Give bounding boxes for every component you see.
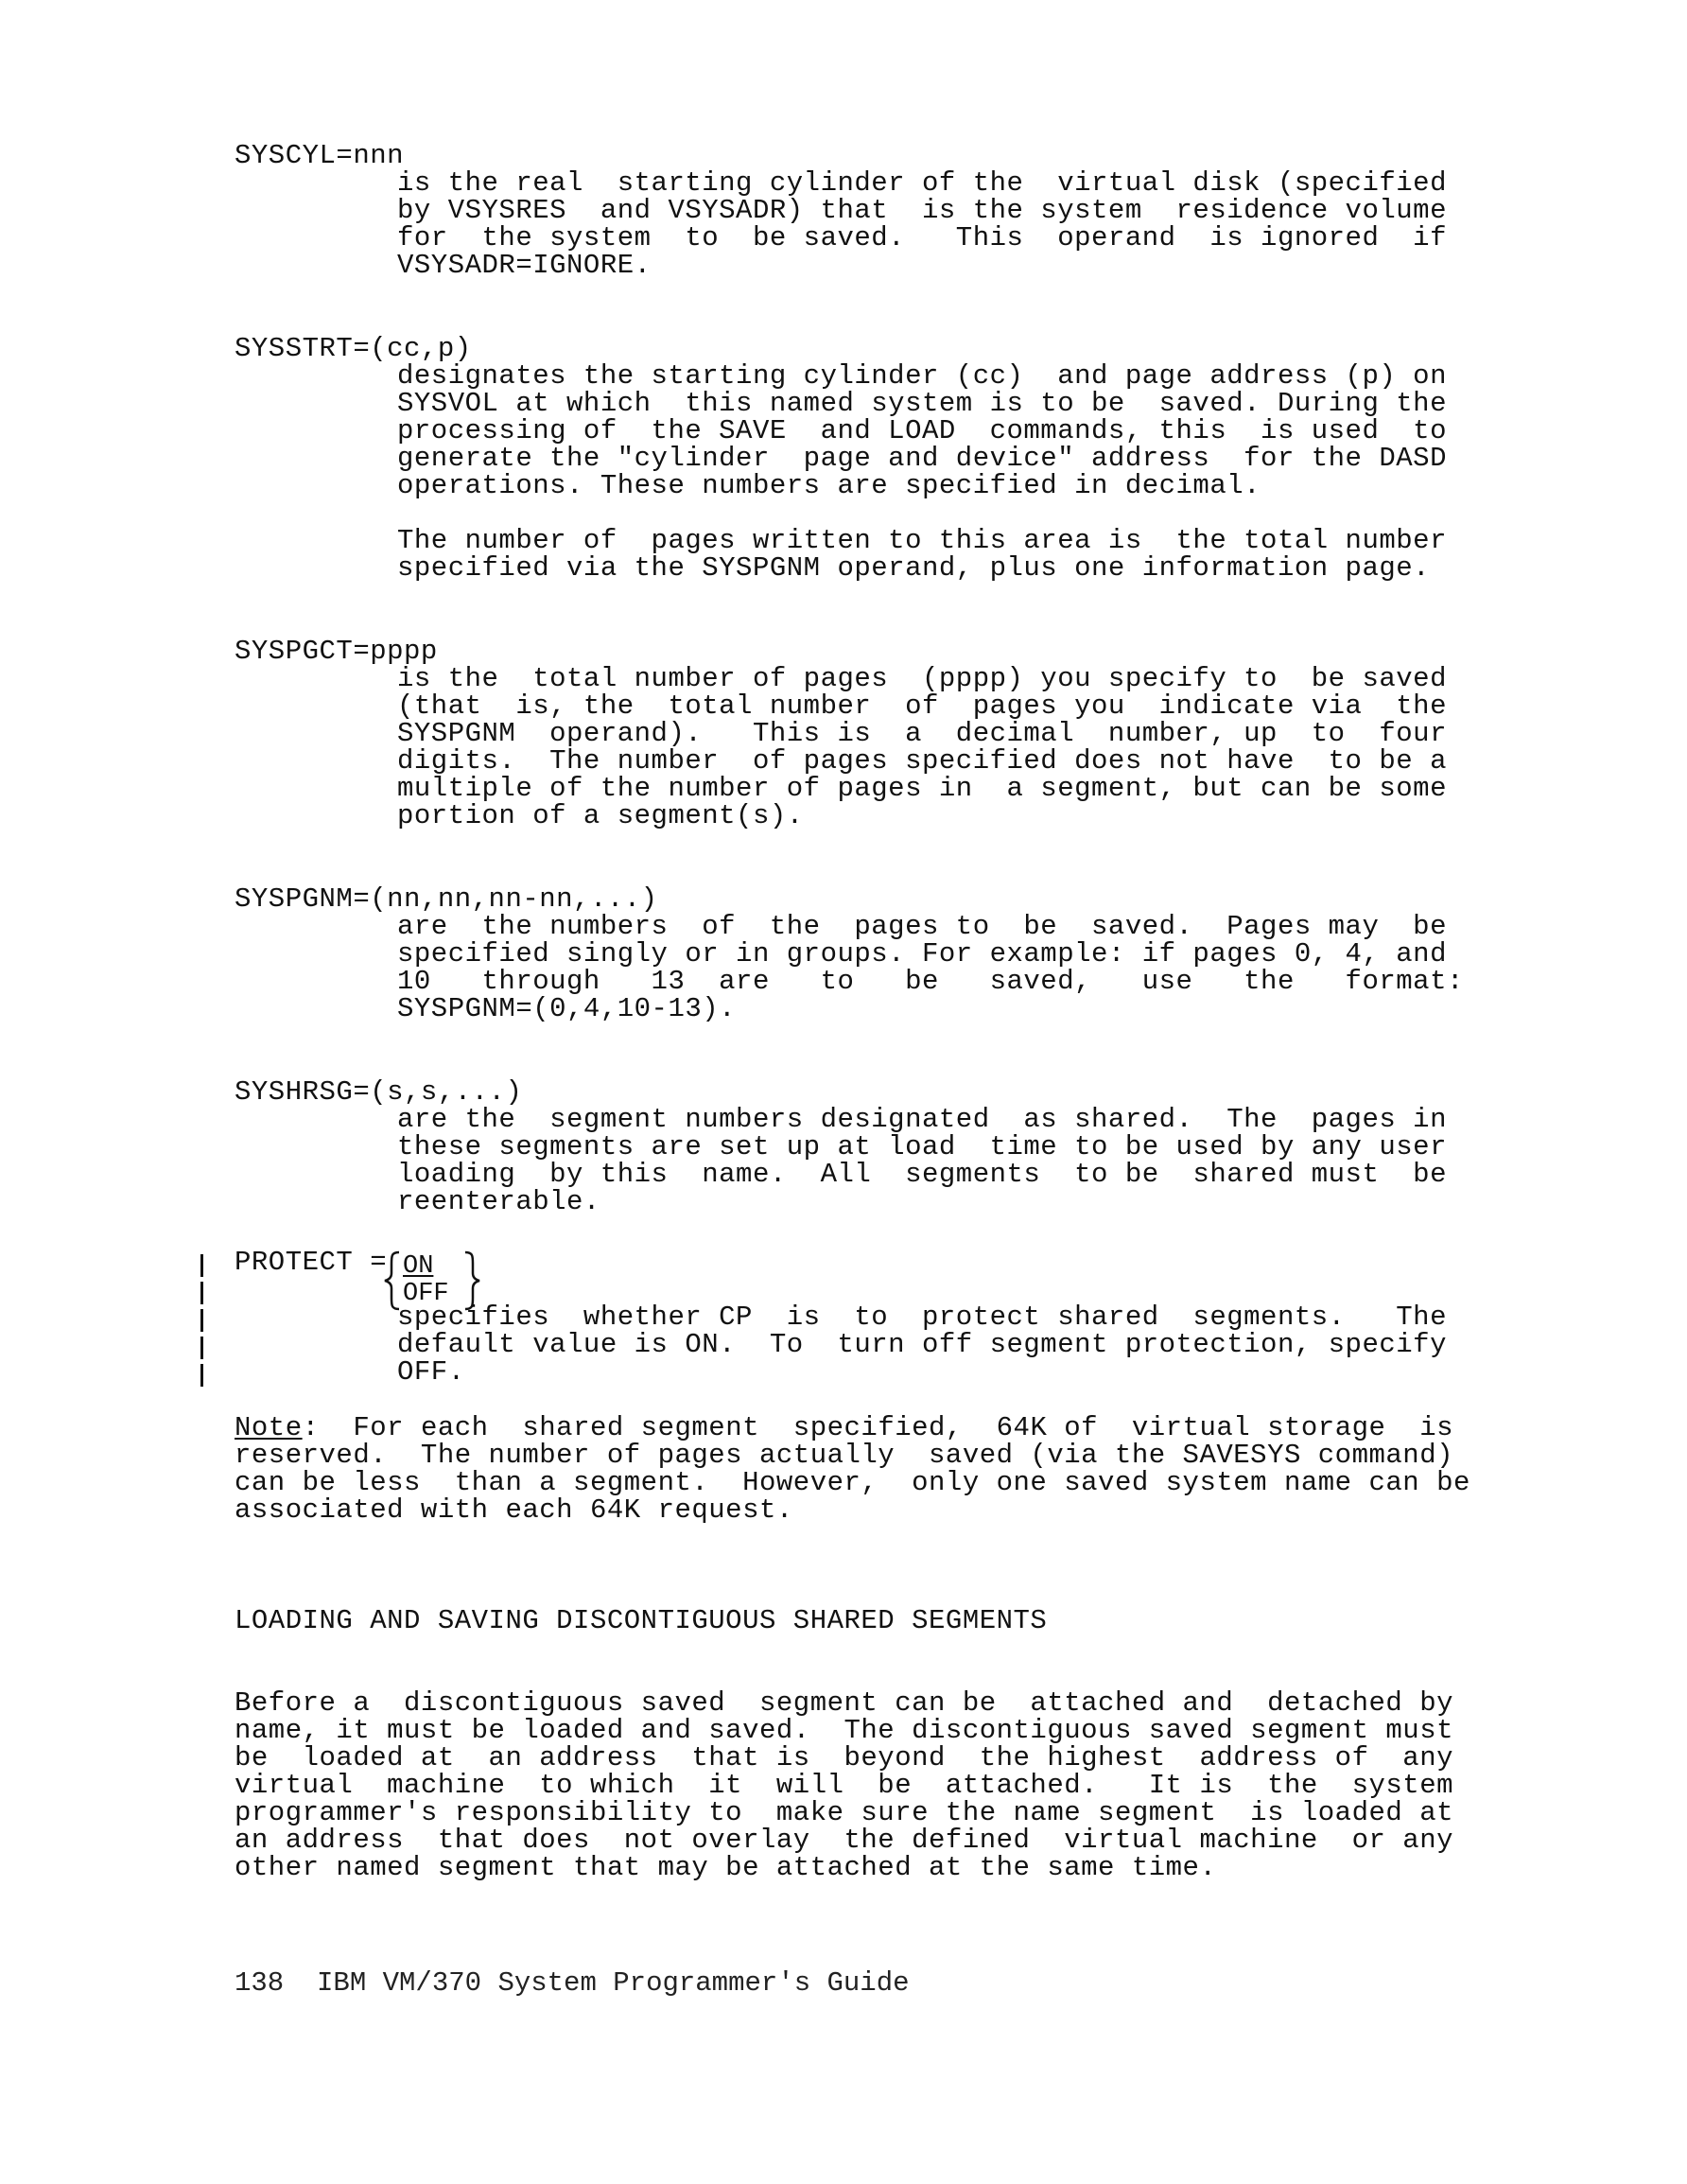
param-desc-line: designates the starting cylinder (cc) and page address (p) on [397,360,1447,392]
param-desc-line: these segments are set up at load time to be used by any user [397,1131,1447,1162]
body-line: programmer's responsibility to make sure the name segment is loaded at [235,1797,1454,1828]
param-desc-line: 10 through 13 are to be saved, use the format: [397,966,1464,997]
param-desc-line: digits. The number of pages specified does not have to be a [397,745,1447,777]
param-desc-line: SYSPGNM=(0,4,10-13). [397,993,737,1024]
body-line: virtual machine to which it will be attached. It is the system [235,1770,1454,1801]
param-desc-line: processing of the SAVE and LOAD commands, this is used to [397,415,1447,446]
note-label: Note [235,1412,303,1443]
param-desc-line: specified singly or in groups. For example: if pages 0, 4, and [397,938,1447,970]
param-desc-line: for the system to be saved. This operand is ignored if [397,222,1447,253]
body-line: name, it must be loaded and saved. The discontiguous saved segment must [235,1715,1454,1746]
param-desc-line: generate the "cylinder page and device" address for the DASD [397,443,1447,474]
param-desc-line: is the total number of pages (pppp) you specify to be saved [397,663,1447,694]
param-desc-line: multiple of the number of pages in a segment, but can be some [397,773,1447,804]
page-footer: 138 IBM VM/370 System Programmer's Guide [235,1967,910,1999]
note-text: : For each shared segment specified, 64K of virtual storage is [302,1412,1454,1443]
protect-option-on-default: ON [403,1252,434,1281]
section-heading: LOADING AND SAVING DISCONTIGUOUS SHARED SEGMENTS [235,1605,1048,1636]
param-desc-line: is the real starting cylinder of the virtual disk (specified [397,167,1447,199]
param-term-syshrsg: SYSHRSG=(s,s,...) [235,1076,523,1108]
revision-bar [200,1254,203,1277]
param-desc-line: (that is, the total number of pages you indicate via the [397,690,1447,722]
param-term-syspgct: SYSPGCT=pppp [235,636,438,667]
note-first-line [235,1414,1453,1442]
note-line: associated with each 64K request. [235,1494,793,1526]
param-term-sysstrt: SYSSTRT=(cc,p) [235,333,472,364]
param-desc-line: specifies whether CP is to protect shared segments. The [397,1302,1447,1333]
note-line: reserved. The number of pages actually saved (via the SAVESYS command) [235,1440,1454,1471]
param-desc-line: by VSYSRES and VSYSADR) that is the system residence volume [397,195,1447,226]
param-desc-line: SYSPGNM operand). This is a decimal number, up to four [397,718,1447,749]
param-desc-line: operations. These numbers are specified in decimal. [397,470,1261,501]
revision-bar [200,1309,203,1332]
revision-bar [200,1337,203,1359]
param-desc-line: are the numbers of the pages to be saved. Pages may be [397,911,1447,942]
body-line: other named segment that may be attached at the same time. [235,1852,1217,1883]
revision-bar [200,1364,203,1387]
body-line: an address that does not overlay the defined virtual machine or any [235,1825,1454,1856]
param-term-syspgnm: SYSPGNM=(nn,nn,nn-nn,...) [235,883,658,915]
note-line: can be less than a segment. However, only one saved system name can be [235,1467,1470,1498]
param-desc-line: are the segment numbers designated as shared. The pages in [397,1104,1447,1135]
param-desc-line: portion of a segment(s). [397,800,804,831]
param-term-syscyl: SYSCYL=nnn [235,140,405,171]
param-desc-line: VSYSADR=IGNORE. [397,250,652,281]
revision-bar [200,1282,203,1304]
param-desc-line: default value is ON. To turn off segment protection, specify [397,1329,1447,1360]
param-desc-line: SYSVOL at which this named system is to be saved. During the [397,388,1447,419]
param-desc-line: OFF. [397,1356,465,1388]
param-desc-line: loading by this name. All segments to be shared must be [397,1159,1447,1190]
protect-option-off: OFF [403,1280,449,1308]
param-term-protect: PROTECT = [235,1247,388,1278]
param-desc-line: specified via the SYSPGNM operand, plus one information page. [397,552,1431,584]
body-line: Before a discontiguous saved segment can be attached and detached by [235,1687,1454,1719]
body-line: be loaded at an address that is beyond the highest address of any [235,1742,1454,1773]
param-desc-line: The number of pages written to this area is the total number [397,525,1447,556]
param-desc-line: reenterable. [397,1186,600,1217]
